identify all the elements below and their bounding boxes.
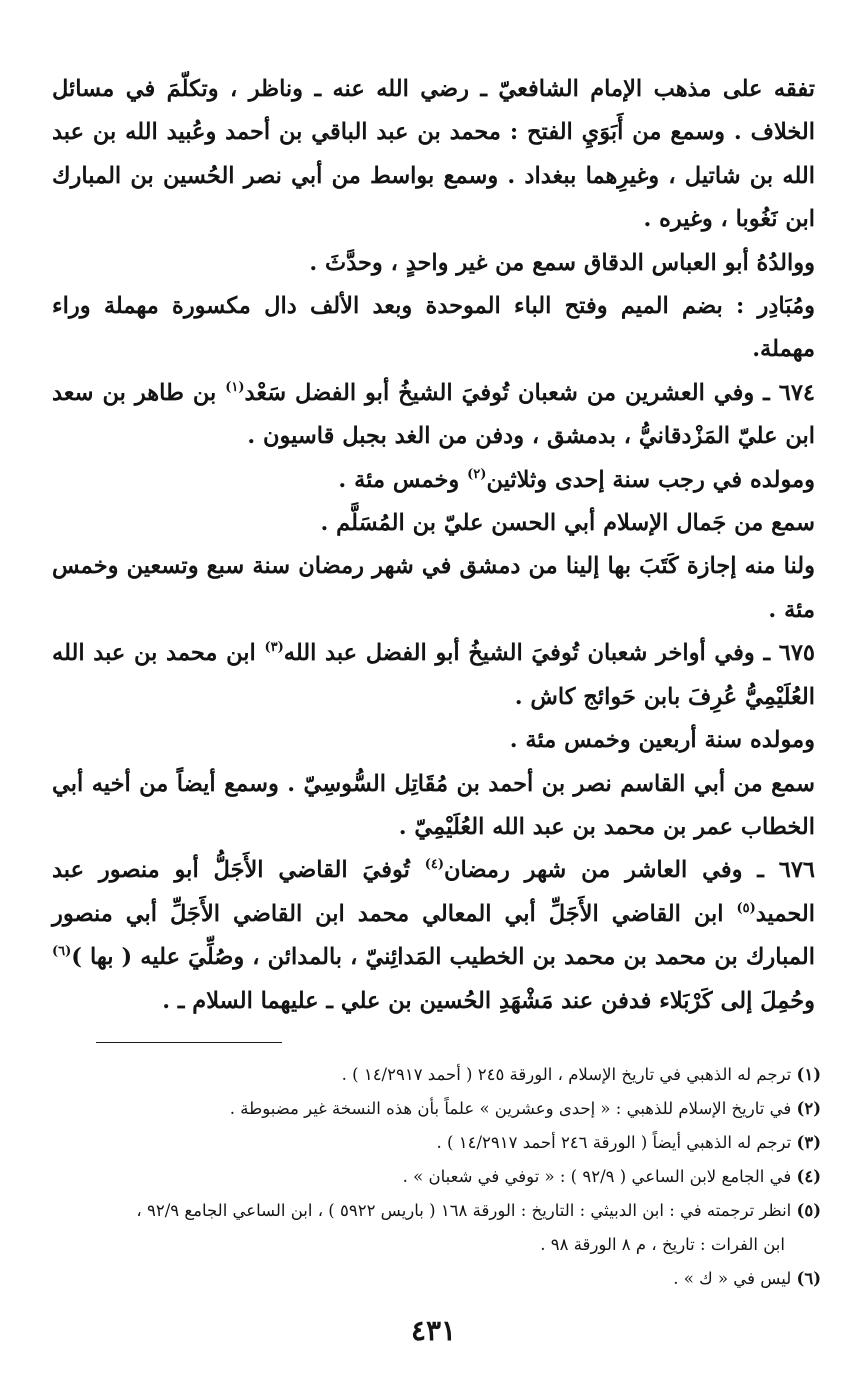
footnote-2: [46, 1092, 821, 1126]
footnote-number: (٥): [796, 1201, 821, 1220]
paragraph-mubadir-note: ومُبَادِر : بضم الميم وفتح الباء الموحدة وبعد الألف دال مكسورة مهملة وراء مهملة.: [52, 293, 815, 363]
footnote-text: ليس في « ك » .: [673, 1269, 792, 1288]
footnote-separator: [96, 1042, 282, 1043]
footnote-number: (٢): [796, 1099, 821, 1118]
footnotes: [46, 1058, 821, 1296]
footnote-number: (١): [796, 1065, 821, 1084]
paragraph-intro: تفقه على مذهب الإمام الشافعيّ ـ رضي الله عنه ـ وناظر ، وتكلّمَ في مسائل الخلاف . وسمع من أَبَوَيِ الفتح : محمد بن عبد الباقي بن أحمد وعُبيد الله بن عبد الله بن شاتيل ، وغيرِهما ببغداد . وسمع بواسط من أبي نصر الحُسين بن المبارك ابن نَغُوبا ، وغيره .: [52, 76, 815, 233]
paragraph-birth-674: ومولده في رجب سنة إحدى وثلاثين$^{(٢)}$ وخمس مئة .: [338, 466, 815, 493]
footnote-4: [46, 1160, 821, 1194]
footnote-5: [46, 1194, 821, 1228]
entry-675: ٦٧٥ ـ وفي أواخر شعبان تُوفيَ الشيخُ أبو الفضل عبد الله$^{(٣)}$ ابن محمد بن عبد الله العُلَيْمِيُّ عُرِفَ بابن حَوائج كاش .: [52, 640, 815, 710]
footnote-text: ترجم له الذهبي في تاريخ الإسلام ، الورقة ٢٤٥ ( أحمد ١٤/٢٩١٧ ) .: [341, 1065, 792, 1084]
footnote-ref-3: (٣): [264, 640, 284, 656]
footnote-6: [46, 1262, 821, 1296]
paragraph-heard-674: سمع من جَمال الإسلام أبي الحسن عليّ بن المُسَلَّم .: [320, 510, 815, 537]
footnote-text: ترجم له الذهبي أيضاً ( الورقة ٢٤٦ أحمد ١٤/٢٩١٧ ) .: [436, 1133, 792, 1152]
footnote-text: في الجامع لابن الساعي ( ٩٢/٩ ) : « توفي في شعبان » .: [402, 1167, 792, 1186]
main-text: [52, 68, 815, 1023]
paragraph-birth-675: ومولده سنة أربعين وخمس مئة .: [509, 727, 815, 754]
page-number: ٤٣١: [410, 1314, 457, 1347]
entry-676: ٦٧٦ ـ وفي العاشر من شهر رمضان$^{(٤)}$ تُوفيَ القاضي الأَجَلُّ أبو منصور عبد الحميد$^{(٥)}$ ابن القاضي الأَجَلِّ أبي المعالي محمد ابن القاضي الأَجَلِّ أبي منصور المبارك بن محمد بن محمد بن الخطيب المَدائِنيّ ، بالمدائن ، وصُلِّيَ عليه ( بها )$^{(٦)}$ وحُمِلَ إلى كَرْبَلاء فدفن عند مَشْهَدِ الحُسين بن علي ـ عليهما السلام ـ .: [52, 857, 815, 1014]
paragraph-ijaza-674: ولنا منه إجازة كَتَبَ بها إلينا من دمشق في شهر رمضان سنة سبع وتسعين وخمس مئة .: [52, 553, 815, 623]
footnote-text: انظر ترجمته في : ابن الدبيثي : التاريخ : الورقة ١٦٨ ( باريس ٥٩٢٢ ) ، ابن الساعي الجامع ٩٢/٩ ،: [136, 1201, 792, 1220]
paragraph-father: ووالدُهُ أبو العباس الدقاق سمع من غير واحدٍ ، وحدَّثَ .: [309, 249, 815, 276]
footnote-5-continued: [46, 1228, 821, 1262]
footnote-1: [46, 1058, 821, 1092]
footnote-text: في تاريخ الإسلام للذهبي : « إحدى وعشرين » علماً بأن هذه النسخة غير مضبوطة .: [229, 1099, 792, 1118]
footnote-number: (٣): [796, 1133, 821, 1152]
entry-674: ٦٧٤ ـ وفي العشرين من شعبان تُوفيَ الشيخُ أبو الفضل سَعْد$^{(١)}$ بن طاهر بن سعد ابن عليّ المَزْدقانيُّ ، بدمشق ، ودفن من الغد بجبل قاسيون .: [52, 379, 815, 450]
footnote-ref-1: (١): [225, 379, 245, 395]
footnote-text: ابن الفرات : تاريخ ، م ٨ الورقة ٩٨ .: [540, 1235, 785, 1254]
footnote-3: [46, 1126, 821, 1160]
footnote-ref-5: (٥): [736, 900, 756, 916]
footnote-number: (٦): [796, 1269, 821, 1288]
footnote-ref-6: (٦): [52, 944, 72, 960]
footnote-ref-2: (٢): [467, 466, 487, 482]
footnote-ref-4: (٤): [424, 857, 444, 873]
footnote-number: (٤): [796, 1167, 821, 1186]
paragraph-heard-675: سمع من أبي القاسم نصر بن أحمد بن مُقَاتِل السُّوسِيّ . وسمع أيضاً من أخيه أبي الخطاب عمر بن محمد بن عبد الله العُلَيْمِيّ .: [52, 770, 815, 840]
